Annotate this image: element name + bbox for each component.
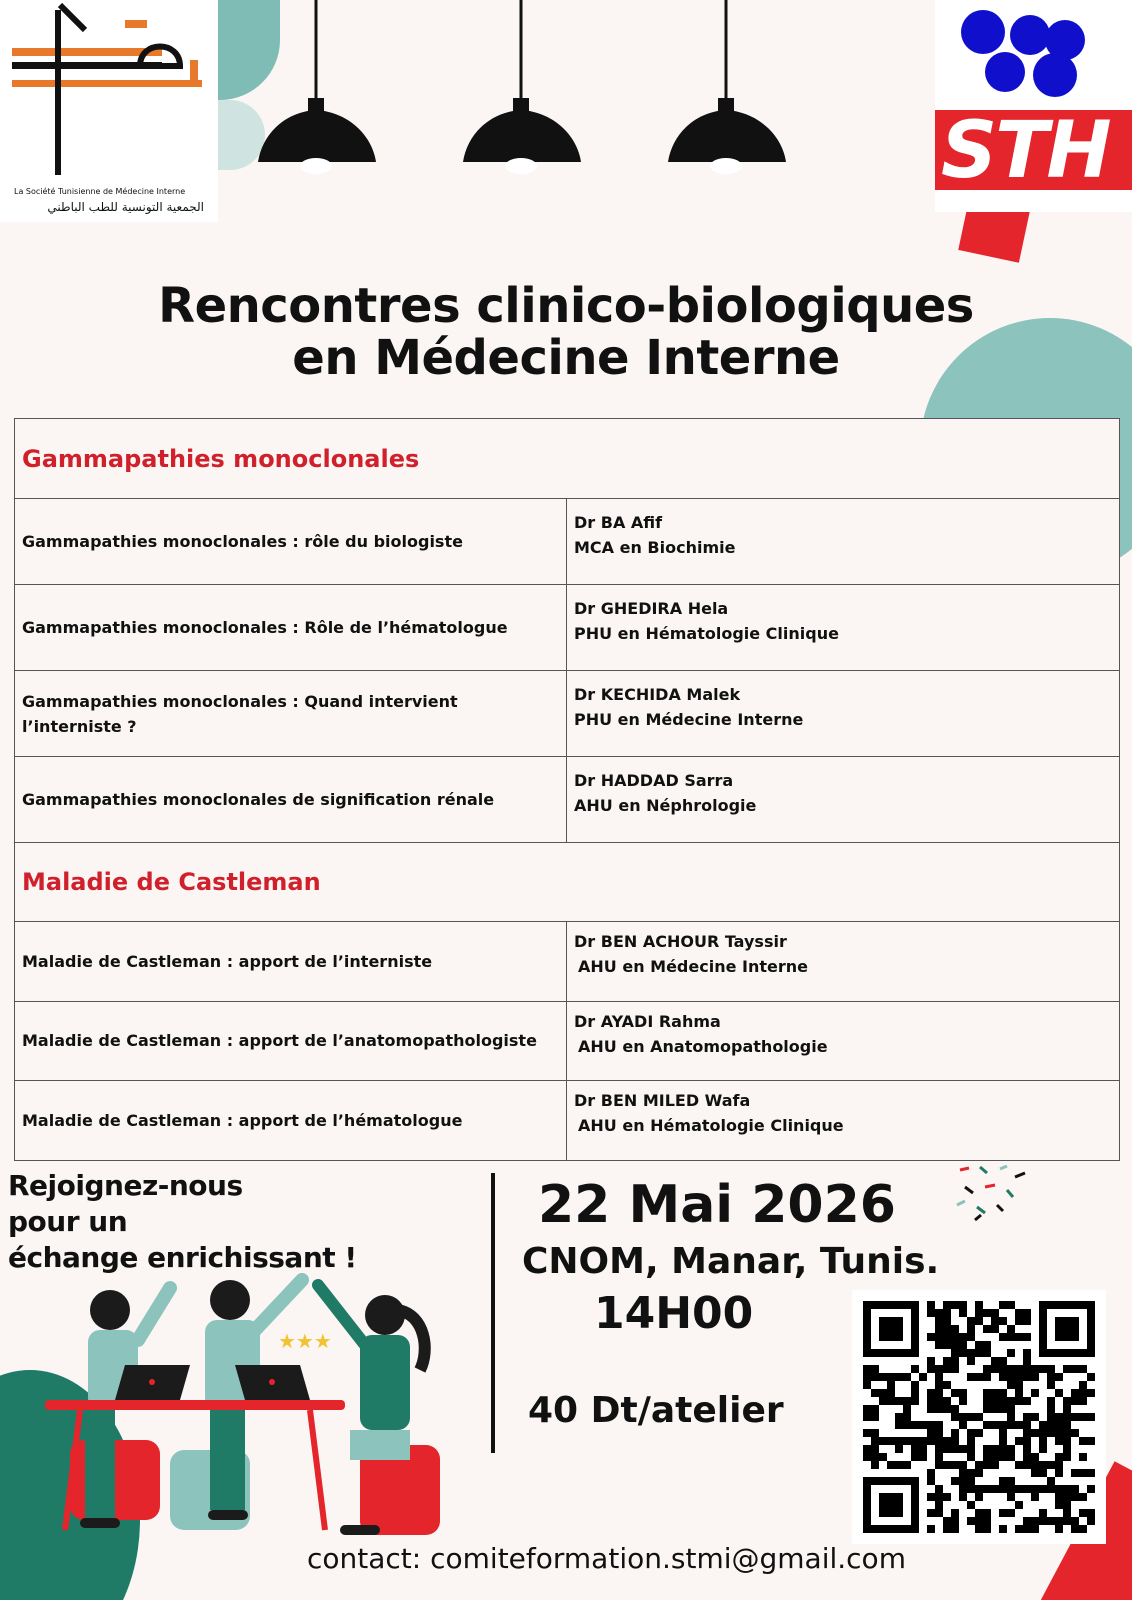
page-title <box>0 280 1132 384</box>
talk-topic: Gammapathies monoclonales de signification rénale <box>15 757 567 843</box>
team-high-five-illustration-icon <box>40 1270 460 1550</box>
section-title: Maladie de Castleman <box>22 868 321 896</box>
table-row <box>15 671 1120 757</box>
event-location: CNOM, Manar, Tunis. <box>522 1241 940 1282</box>
talk-speaker-cell <box>567 585 1120 671</box>
speaker-role: AHU en Hématologie Clinique <box>578 1116 844 1136</box>
talk-speaker-cell <box>567 499 1120 585</box>
talk-topic: Maladie de Castleman : apport de l’anatomopathologiste <box>15 1001 567 1081</box>
invite-text <box>8 1168 388 1276</box>
speaker-name: Dr GHEDIRA Hela <box>574 598 729 618</box>
invite-line-3: échange enrichissant ! <box>8 1241 357 1274</box>
talk-speaker-cell <box>567 1081 1120 1161</box>
talk-topic: Gammapathies monoclonales : rôle du biologiste <box>15 499 567 585</box>
vertical-divider <box>491 1173 495 1453</box>
talk-speaker-cell <box>567 671 1120 757</box>
speaker-name: Dr BEN MILED Wafa <box>574 1091 751 1111</box>
speaker-role: PHU en Médecine Interne <box>574 709 804 729</box>
stmi-name-ar: الجمعية التونسية للطب الباطني <box>47 200 204 214</box>
talk-speaker-cell <box>567 1001 1120 1081</box>
contact-email: contact: comiteformation.stmi@gmail.com <box>307 1542 906 1575</box>
table-row <box>15 757 1120 843</box>
section-header-row <box>15 419 1120 499</box>
table-row <box>15 585 1120 671</box>
lamp-icon <box>459 0 589 175</box>
table-row <box>15 922 1120 1002</box>
talk-topic: Maladie de Castleman : apport de l’interniste <box>15 922 567 1002</box>
speaker-name: Dr KECHIDA Malek <box>574 684 741 704</box>
qr-code[interactable] <box>852 1290 1106 1544</box>
event-time: 14H00 <box>594 1288 754 1339</box>
program-table <box>14 418 1120 1161</box>
stmi-name-fr: La Société Tunisienne de Médecine Interne <box>14 187 186 196</box>
speaker-name: Dr HADDAD Sarra <box>574 770 734 790</box>
lamp-icon <box>254 0 384 175</box>
speaker-role: AHU en Néphrologie <box>574 795 757 815</box>
title-line-1: Rencontres clinico-biologiques <box>158 278 974 334</box>
talk-speaker-cell <box>567 757 1120 843</box>
talk-topic: Gammapathies monoclonales : Rôle de l’hématologue <box>15 585 567 671</box>
table-row <box>15 1081 1120 1161</box>
table-row <box>15 499 1120 585</box>
sth-logo-text: STH <box>941 106 1110 196</box>
table-row <box>15 1001 1120 1081</box>
speaker-name: Dr BA Afif <box>574 512 663 532</box>
stmi-emblem-icon <box>0 0 218 180</box>
speaker-role: AHU en Anatomopathologie <box>578 1036 828 1056</box>
talk-topic: Maladie de Castleman : apport de l’hématologue <box>15 1081 567 1161</box>
event-date: 22 Mai 2026 <box>538 1175 896 1235</box>
qr-code-icon <box>852 1290 1106 1544</box>
sth-logo <box>935 0 1132 212</box>
speaker-role: AHU en Médecine Interne <box>578 957 808 977</box>
title-line-2: en Médecine Interne <box>292 330 840 386</box>
invite-line-2: pour un <box>8 1205 128 1238</box>
speaker-role: MCA en Biochimie <box>574 537 736 557</box>
section-header-row <box>15 843 1120 922</box>
lamp-icon <box>664 0 794 175</box>
event-price: 40 Dt/atelier <box>528 1390 784 1431</box>
talk-speaker-cell <box>567 922 1120 1002</box>
speaker-role: PHU en Hématologie Clinique <box>574 623 839 643</box>
talk-topic: Gammapathies monoclonales : Quand intervient l’interniste ? <box>15 671 567 757</box>
svg-text:★★★: ★★★ <box>278 1329 332 1353</box>
section-title: Gammapathies monoclonales <box>22 444 420 473</box>
speaker-name: Dr AYADI Rahma <box>574 1011 721 1031</box>
speaker-name: Dr BEN ACHOUR Tayssir <box>574 932 787 952</box>
confetti-icon <box>955 1165 1035 1225</box>
stmi-logo <box>0 0 218 222</box>
invite-line-1: Rejoignez-nous <box>8 1169 243 1202</box>
